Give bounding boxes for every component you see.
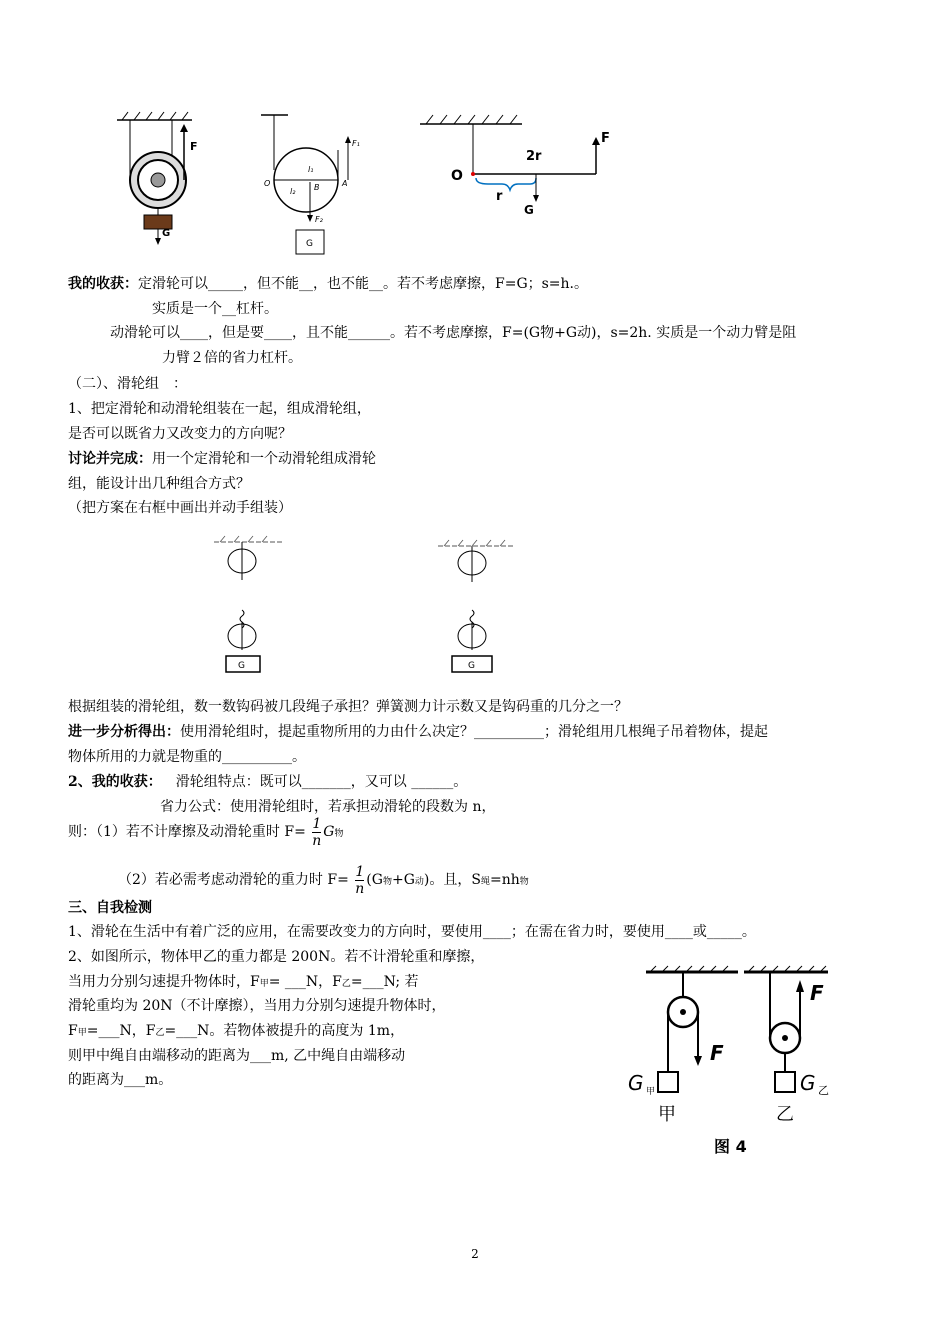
fixed-label-G: G <box>162 228 171 239</box>
fig4-G-left: G <box>628 1071 644 1095</box>
fig4-yi: 乙 <box>776 1104 794 1125</box>
lever-pulley-label-F2: F₂ <box>315 215 323 224</box>
fig4-jia: 甲 <box>658 1104 676 1125</box>
section2-q1a: 1、把定滑轮和动滑轮组装在一起，组成滑轮组， <box>68 401 371 417</box>
harvest2-title: 2、我的收获： <box>68 774 162 790</box>
lever-pulley-label-F1: F₁ <box>352 139 360 148</box>
lever-label-r: r <box>496 189 503 204</box>
fraction-denominator: n <box>312 832 322 849</box>
lever-pulley-label-l1: l₁ <box>308 165 314 174</box>
figure-4 <box>620 960 840 1160</box>
analysis-title: 进一步分析得出： <box>68 724 180 740</box>
discuss-title: 讨论并完成： <box>68 451 152 467</box>
fraction-numerator: 1 <box>312 815 322 832</box>
harvest2-line-4 <box>118 862 529 900</box>
section3-q2b: 当用力分别匀速提升物体时，F甲= ___N，F乙=___N; 若 <box>68 974 419 990</box>
lever-label-G: G <box>524 203 534 217</box>
formula2-sub3: 绳 <box>480 877 490 887</box>
discuss-text-a: 用一个定滑轮和一个动滑轮组成滑轮 <box>152 451 376 467</box>
section3-q2e: 则甲中绳自由端移动的距离为___m, 乙中绳自由端移动 <box>68 1048 406 1064</box>
harvest-line-3: 动滑轮可以____，但是要____，且不能______。若不考虑摩擦，F=(G物+G动)，s=2h. 实质是一个动力臂是阻 <box>110 325 797 341</box>
formula1-fraction <box>312 816 321 849</box>
harvest-text-1: 定滑轮可以_____，但不能__，也不能__。若不考虑摩擦，F=G；s=h.。 <box>138 276 589 292</box>
lever-figure <box>418 112 628 222</box>
fig4-G-right: G <box>800 1071 816 1095</box>
section3-heading: 三、自我检测 <box>68 900 152 916</box>
section2-heading: （二）、滑轮组 ： <box>68 376 187 392</box>
fig4-F-left: F <box>710 1041 724 1065</box>
formula1-G: G <box>323 824 335 840</box>
section3-q2d: F甲=___N，F乙=___N。若物体被提升的高度为 1m， <box>68 1023 405 1039</box>
harvest2-line-3 <box>68 814 344 852</box>
harvest2-line-2: 省力公式：使用滑轮组时，若承担动滑轮的段数为 n， <box>160 799 496 815</box>
harvest-line-4: 力臂２倍的省力杠杆。 <box>162 350 302 366</box>
section2-q1b: 是否可以既省力又改变力的方向呢？ <box>68 426 292 442</box>
lever-label-F: F <box>601 131 610 146</box>
lever-pulley-label-B: B <box>314 183 320 192</box>
formula2-pre: （2）若必需考虑动滑轮的重力时 F= <box>118 872 349 888</box>
lever-pulley-figure <box>258 110 368 258</box>
formula2-sub2: 动 <box>414 877 424 887</box>
formula1-G-sub: 物 <box>334 829 344 839</box>
analysis-line-3: 物体所用的力就是物重的__________。 <box>68 749 306 765</box>
section3-q2f: 的距离为___m。 <box>68 1072 173 1088</box>
sketch-left-G: G <box>238 661 245 671</box>
section2-discuss <box>68 449 376 469</box>
section2-discuss-c: （把方案在右框中画出并动手组装） <box>68 500 292 516</box>
formula2-post2: =nh <box>489 872 520 888</box>
formula2-sub4: 物 <box>519 877 529 887</box>
fixed-label-F: F <box>190 140 198 153</box>
page-number: 2 <box>471 1247 479 1261</box>
harvest-title: 我的收获： <box>68 276 138 292</box>
lever-label-2r: 2r <box>526 149 542 164</box>
section2-discuss-b: 组，能设计出几种组合方式？ <box>68 476 250 492</box>
lever-pulley-label-A: A <box>342 179 348 188</box>
section3-q1: 1、滑轮在生活中有着广泛的应用，在需要改变力的方向时，要使用____；在需在省力时，要使用____或_____。 <box>68 924 756 940</box>
fraction2-denominator: n <box>355 880 365 897</box>
sketch-right-G: G <box>468 661 475 671</box>
section3-q2a: 2、如图所示，物体甲乙的重力都是 200N。若不计滑轮重和摩擦， <box>68 949 485 965</box>
formula2-sub1: 物 <box>382 877 392 887</box>
formula2-g1: (G <box>366 872 383 888</box>
formula2-g2: +G <box>391 872 415 888</box>
harvest-line-2: 实质是一个__杠杆。 <box>152 301 278 317</box>
analysis-line-1: 根据组装的滑轮组，数一数钩码被几段绳子承担？弹簧测力计示数又是钩码重的几分之一？ <box>68 699 628 715</box>
fig4-F-right: F <box>810 981 824 1005</box>
lever-pulley-label-l2: l₂ <box>290 187 296 196</box>
harvest2-line-1: 滑轮组特点：既可以_______，又可以 ______。 <box>175 774 468 790</box>
harvest-line-1 <box>68 274 588 294</box>
formula2-post: )。且，S <box>423 872 481 888</box>
fig4-caption: 图 4 <box>714 1137 747 1156</box>
fig4-G-left-sub: 甲 <box>646 1087 656 1097</box>
fraction2-numerator: 1 <box>355 863 365 880</box>
section3-q2c: 滑轮重均为 20N（不计摩擦），当用力分别匀速提升物体时， <box>68 998 446 1014</box>
analysis-line-2: 使用滑轮组时，提起重物所用的力由什么决定？__________；滑轮组用几根绳子吊着物体，提起 <box>180 724 768 740</box>
fixed-pulley-figure <box>112 110 202 245</box>
lever-pulley-label-G: G <box>306 239 313 249</box>
fig4-G-right-sub: 乙 <box>818 1084 829 1097</box>
formula2-fraction <box>355 864 364 897</box>
pulley-sketch-right <box>434 536 524 678</box>
formula1-pre: 则：（1）若不计摩擦及动滑轮重时 F= <box>68 824 306 840</box>
pulley-sketch-left <box>210 536 290 678</box>
lever-label-O: O <box>451 168 463 184</box>
lever-pulley-label-O: O <box>264 179 271 188</box>
